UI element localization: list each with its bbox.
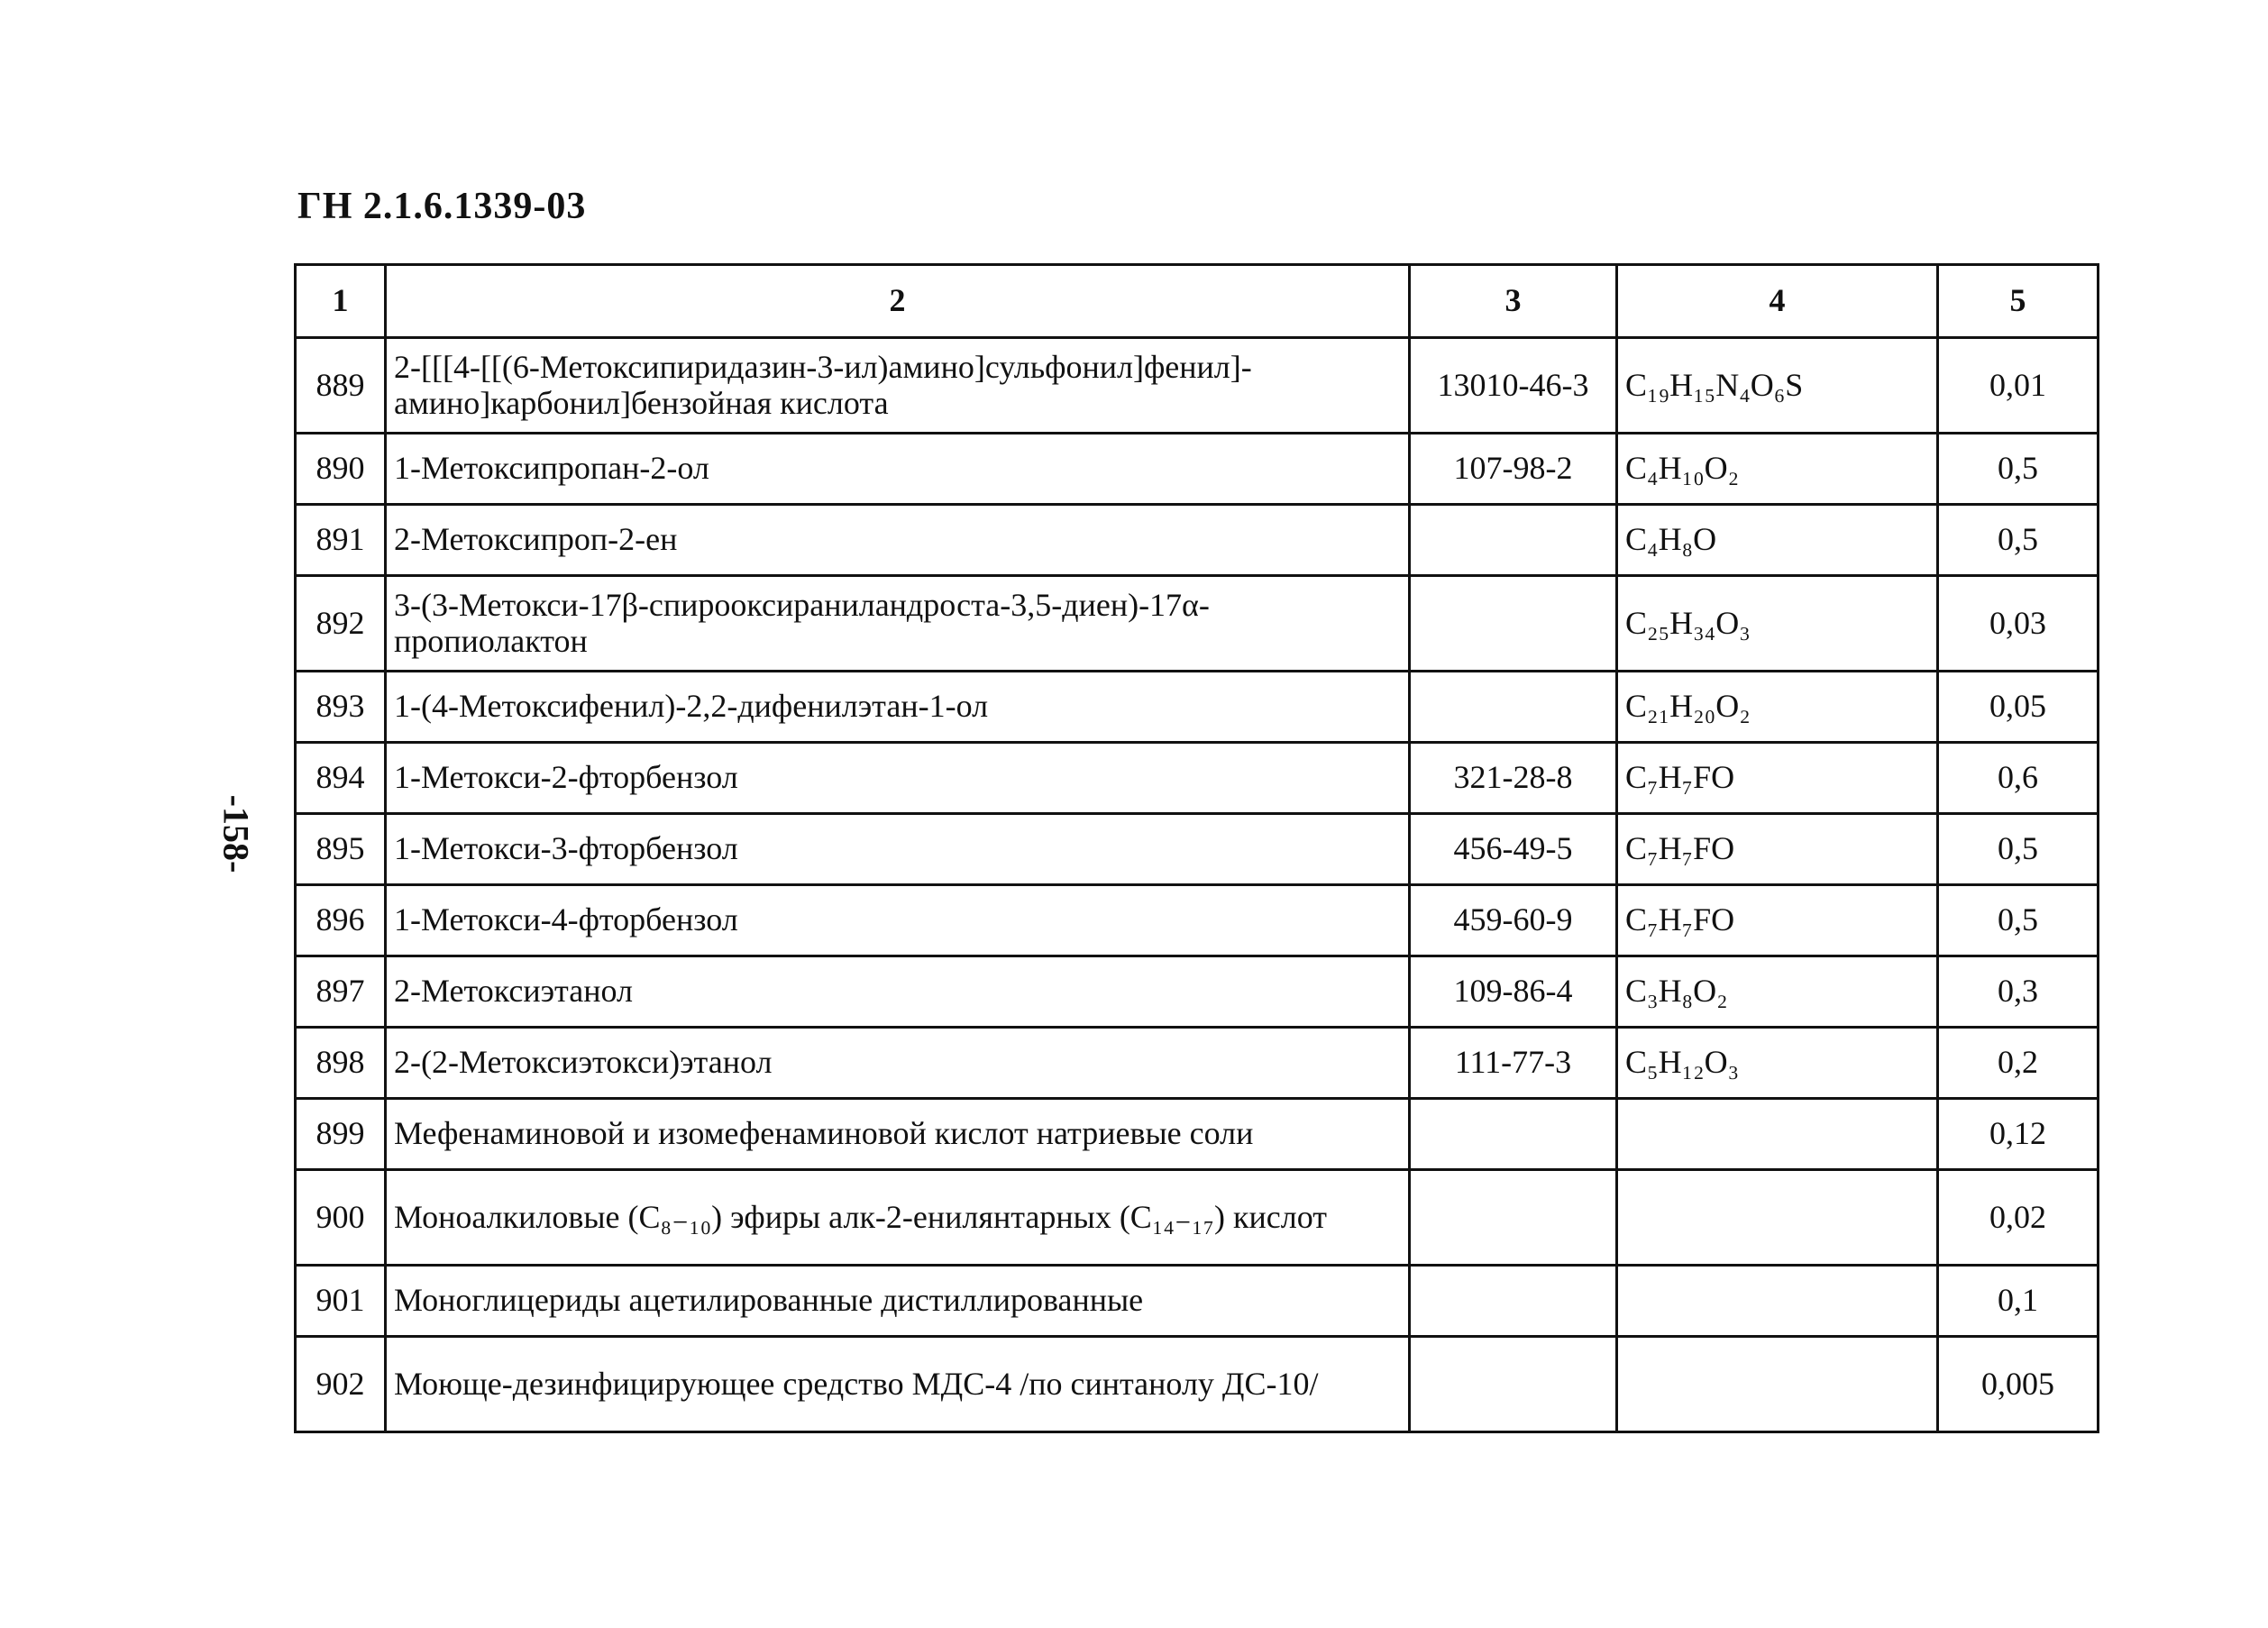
chemical-formula: C₂₅H₃₄O₃ [1617, 576, 1938, 672]
chemical-formula: C₇H₇FO [1617, 814, 1938, 885]
cas-number [1410, 1170, 1617, 1266]
cas-number [1410, 505, 1617, 576]
row-number: 900 [296, 1170, 386, 1266]
row-number: 901 [296, 1266, 386, 1337]
cas-number: 13010-46-3 [1410, 338, 1617, 434]
table-row [296, 1170, 2099, 1266]
table-row [296, 885, 2099, 956]
chemical-formula: C₇H₇FO [1617, 743, 1938, 814]
substance-name: 2-(2-Метоксиэтокси)этанол [386, 1028, 1410, 1099]
substance-name: 1-(4-Метоксифенил)-2,2-дифенилэтан-1-ол [386, 672, 1410, 743]
table-row [296, 1028, 2099, 1099]
chemical-formula [1617, 1099, 1938, 1170]
row-number: 902 [296, 1337, 386, 1432]
table-row [296, 814, 2099, 885]
substance-name: 1-Метоксипропан-2-ол [386, 434, 1410, 505]
chemical-formula [1617, 1266, 1938, 1337]
substance-name: 3-(3-Метокси-17β-спирооксиранилaндроста-3,5-диен)-17α-пропиолактон [386, 576, 1410, 672]
limit-value: 0,1 [1938, 1266, 2099, 1337]
substance-name: Моноглицериды ацетилированные дистиллированные [386, 1266, 1410, 1337]
table-row [296, 505, 2099, 576]
substance-name: 1-Метокси-2-фторбензол [386, 743, 1410, 814]
chemical-formula [1617, 1170, 1938, 1266]
limit-value: 0,02 [1938, 1170, 2099, 1266]
substance-name: 1-Метокси-4-фторбензол [386, 885, 1410, 956]
chemical-formula: C₅H₁₂O₃ [1617, 1028, 1938, 1099]
row-number: 894 [296, 743, 386, 814]
table-row [296, 1099, 2099, 1170]
chemical-formula: C₄H₁₀O₂ [1617, 434, 1938, 505]
cas-number: 109-86-4 [1410, 956, 1617, 1028]
limit-value: 0,3 [1938, 956, 2099, 1028]
cas-number: 456-49-5 [1410, 814, 1617, 885]
column-header-1: 1 [296, 265, 386, 338]
chemical-formula: C₁₉H₁₅N₄O₆S [1617, 338, 1938, 434]
chemical-formula: C₃H₈O₂ [1617, 956, 1938, 1028]
cas-number [1410, 1337, 1617, 1432]
column-header-4: 4 [1617, 265, 1938, 338]
row-number: 889 [296, 338, 386, 434]
limit-value: 0,5 [1938, 434, 2099, 505]
limit-value: 0,005 [1938, 1337, 2099, 1432]
limit-value: 0,01 [1938, 338, 2099, 434]
cas-number: 459-60-9 [1410, 885, 1617, 956]
substance-name: 1-Метокси-3-фторбензол [386, 814, 1410, 885]
row-number: 896 [296, 885, 386, 956]
cas-number [1410, 672, 1617, 743]
substance-name: 2-Метоксиэтанол [386, 956, 1410, 1028]
limit-value: 0,12 [1938, 1099, 2099, 1170]
substance-name: 2-[[[4-[[(6-Метоксипиридазин-3-ил)амино]сульфонил]фенил]-амино]карбонил]бензойная кислота [386, 338, 1410, 434]
table-body [296, 338, 2099, 1432]
table-row [296, 576, 2099, 672]
row-number: 893 [296, 672, 386, 743]
table-row [296, 672, 2099, 743]
cas-number [1410, 1266, 1617, 1337]
limit-value: 0,6 [1938, 743, 2099, 814]
chemical-formula: C₄H₈O [1617, 505, 1938, 576]
limit-value: 0,5 [1938, 885, 2099, 956]
column-header-2: 2 [386, 265, 1410, 338]
cas-number [1410, 1099, 1617, 1170]
table-row [296, 1266, 2099, 1337]
document-header: ГН 2.1.6.1339-03 [297, 186, 587, 227]
table-row [296, 956, 2099, 1028]
cas-number [1410, 576, 1617, 672]
chemical-formula [1617, 1337, 1938, 1432]
substance-name: Моноалкиловые (C₈₋₁₀) эфиры алк-2-енилянтарных (C₁₄₋₁₇) кислот [386, 1170, 1410, 1266]
limit-value: 0,05 [1938, 672, 2099, 743]
row-number: 895 [296, 814, 386, 885]
limit-value: 0,5 [1938, 814, 2099, 885]
chemical-formula: C₇H₇FO [1617, 885, 1938, 956]
cas-number: 107-98-2 [1410, 434, 1617, 505]
row-number: 891 [296, 505, 386, 576]
row-number: 897 [296, 956, 386, 1028]
row-number: 890 [296, 434, 386, 505]
table-row [296, 434, 2099, 505]
cas-number: 321-28-8 [1410, 743, 1617, 814]
row-number: 899 [296, 1099, 386, 1170]
table-row [296, 1337, 2099, 1432]
cas-number: 111-77-3 [1410, 1028, 1617, 1099]
row-number: 898 [296, 1028, 386, 1099]
limit-value: 0,2 [1938, 1028, 2099, 1099]
substance-name: Моюще-дезинфицирующее средство МДС-4 /по синтанолу ДС-10/ [386, 1337, 1410, 1432]
table-header-row [296, 265, 2099, 338]
substances-table [294, 263, 2099, 1433]
substance-name: Мефенаминовой и изомефенаминовой кислот натриевые соли [386, 1099, 1410, 1170]
chemical-formula: C₂₁H₂₀O₂ [1617, 672, 1938, 743]
limit-value: 0,03 [1938, 576, 2099, 672]
table-row [296, 743, 2099, 814]
limit-value: 0,5 [1938, 505, 2099, 576]
row-number: 892 [296, 576, 386, 672]
substance-name: 2-Метоксипроп-2-ен [386, 505, 1410, 576]
page-number: -158- [215, 794, 257, 873]
column-header-3: 3 [1410, 265, 1617, 338]
table-row [296, 338, 2099, 434]
column-header-5: 5 [1938, 265, 2099, 338]
